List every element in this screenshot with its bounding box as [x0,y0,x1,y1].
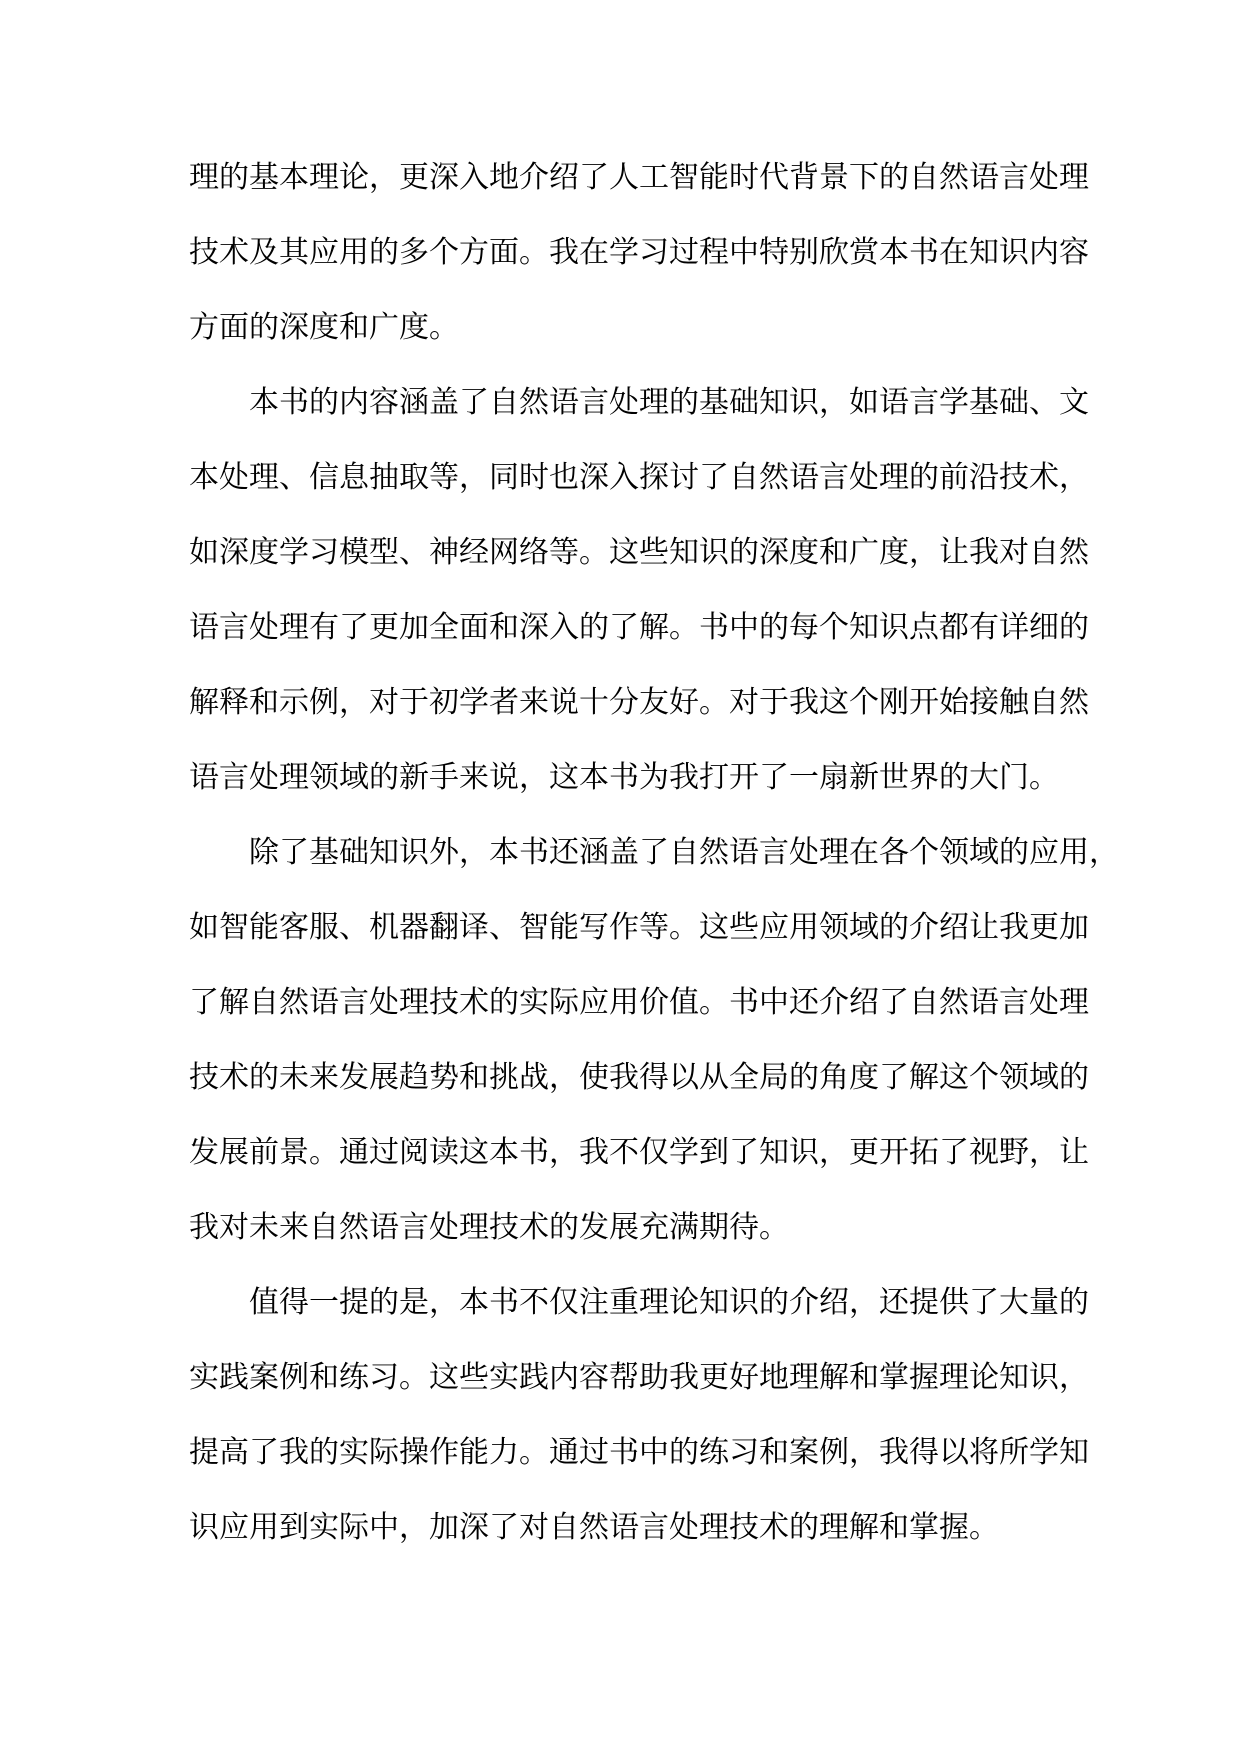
text-line: 语言处理有了更加全面和深入的了解。书中的每个知识点都有详细的 [189,610,1089,645]
text-line: 实践案例和练习。这些实践内容帮助我更好地理解和掌握理论知识， [189,1360,1089,1395]
text-line: 如智能客服、机器翻译、智能写作等。这些应用领域的介绍让我更加 [189,910,1089,945]
text-line: 识应用到实际中，加深了对自然语言处理技术的理解和掌握。 [189,1510,999,1545]
text-line: 我对未来自然语言处理技术的发展充满期待。 [189,1210,789,1245]
body-text [189,140,1119,1565]
text-line: 发展前景。通过阅读这本书，我不仅学到了知识，更开拓了视野，让 [189,1135,1089,1170]
text-line: 了解自然语言处理技术的实际应用价值。书中还介绍了自然语言处理 [189,985,1089,1020]
text-line: 技术及其应用的多个方面。我在学习过程中特别欣赏本书在知识内容 [189,235,1089,270]
text-line: 解释和示例，对于初学者来说十分友好。对于我这个刚开始接触自然 [189,685,1089,720]
text-line: 语言处理领域的新手来说，这本书为我打开了一扇新世界的大门。 [189,760,1059,795]
text-line: 如深度学习模型、神经网络等。这些知识的深度和广度，让我对自然 [189,535,1089,570]
text-line: 方面的深度和广度。 [189,310,459,345]
text-line: 理的基本理论，更深入地介绍了人工智能时代背景下的自然语言处理 [189,160,1089,195]
text-line: 技术的未来发展趋势和挑战，使我得以从全局的角度了解这个领域的 [189,1060,1089,1095]
text-line: 本处理、信息抽取等，同时也深入探讨了自然语言处理的前沿技术， [189,460,1089,495]
text-line: 提高了我的实际操作能力。通过书中的练习和案例，我得以将所学知 [189,1435,1089,1470]
paragraph-first-line: 除了基础知识外，本书还涵盖了自然语言处理在各个领域的应用， [249,835,1119,870]
paragraph-first-line: 本书的内容涵盖了自然语言处理的基础知识，如语言学基础、文 [249,385,1089,420]
paragraph-first-line: 值得一提的是，本书不仅注重理论知识的介绍，还提供了大量的 [249,1285,1089,1320]
